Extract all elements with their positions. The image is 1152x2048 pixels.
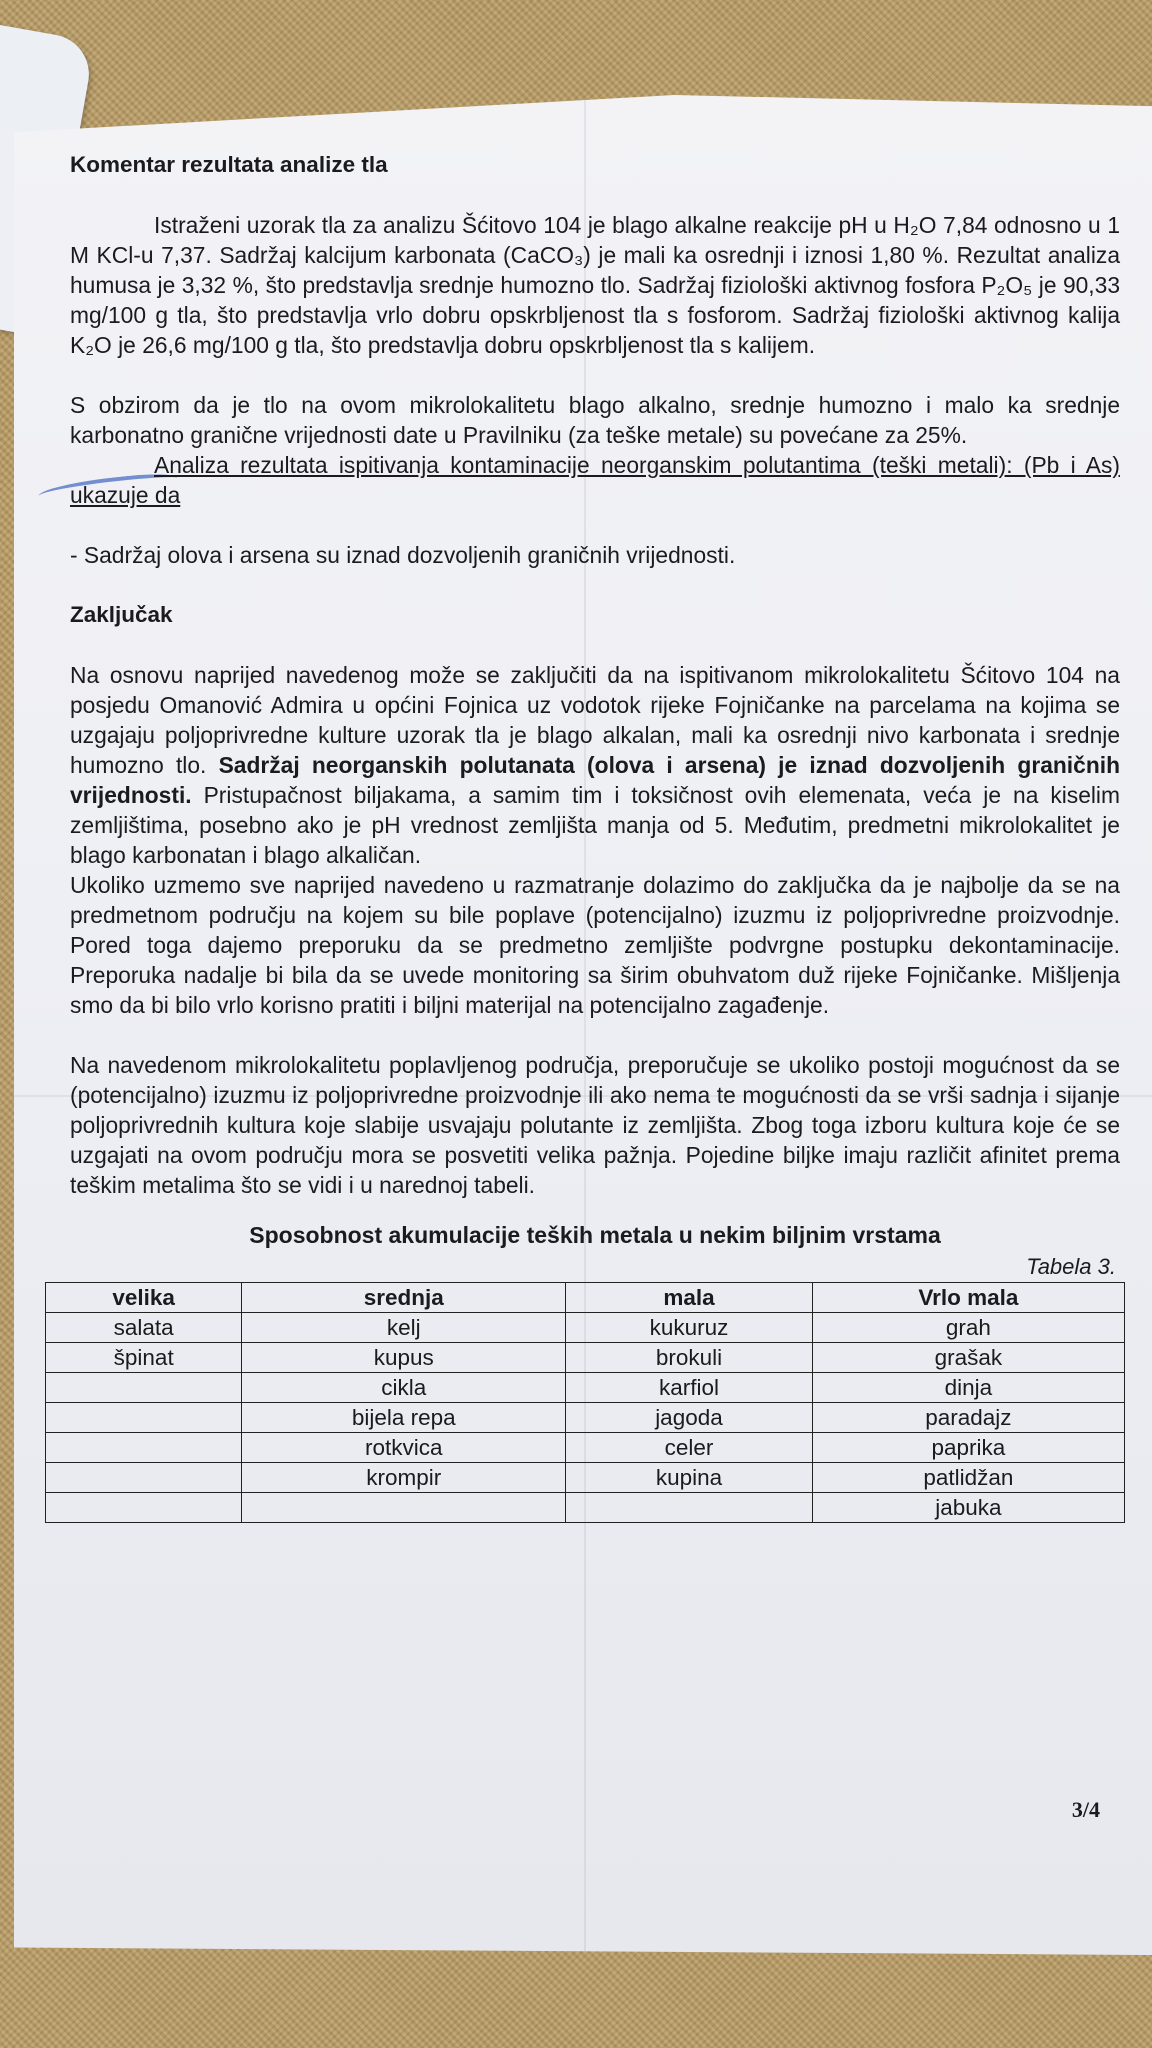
table-cell: paradajz: [812, 1403, 1124, 1433]
paragraph-contamination-analysis: Analiza rezultata ispitivanja kontaminacije neorganskim polutantima (teški metali): (Pb i As) ukazuje da: [70, 452, 1120, 508]
table-row: [46, 1343, 1125, 1373]
section-title-soil-analysis: Komentar rezultata analize tla: [70, 152, 388, 177]
table-title: Sposobnost akumulacije teških metala u nekim biljnim vrstama: [249, 1222, 941, 1248]
table-row: [46, 1373, 1125, 1403]
paragraph-conclusion-3: Na navedenom mikrolokalitetu poplavljenog područja, preporučuje se ukoliko postoji mogućnost da se (potencijalno) izuzmu iz poljoprivredne proizvodnje ili ako nema te mogućnosti da se vrši sadnja i sijanje poljoprivrednih kultura koje slabije usvajaju polutante iz zemljišta. Zbog toga izboru kultura koje će se uzgajati na ovom području mora se posvetiti velika pažnja. Pojedine biljke imaju različit afinitet prema teškim metalima što se vidi i u narednoj tabeli.: [70, 1052, 1120, 1198]
paragraph-limit-values: S obzirom da je tlo na ovom mikrolokalitetu blago alkalno, srednje humozno i malo ka srednje karbonatno granične vrijednosti date u Pravilniku (za teške metale) su povećane za 25%.: [70, 392, 1120, 448]
table-cell: [46, 1463, 242, 1493]
table-cell: [46, 1373, 242, 1403]
table-cell: [566, 1493, 813, 1523]
page-number: 3/4: [1071, 1797, 1100, 1822]
table-cell: jagoda: [566, 1403, 813, 1433]
table-cell: kupus: [242, 1343, 566, 1373]
table-cell: špinat: [46, 1343, 242, 1373]
table-row: [46, 1403, 1125, 1433]
document-content: [70, 150, 1121, 1822]
table-cell: [46, 1493, 242, 1523]
header-vrlo-mala: Vrlo mala: [812, 1283, 1124, 1313]
table-cell: cikla: [242, 1373, 566, 1403]
table-cell: paprika: [812, 1433, 1124, 1463]
table-cell: rotkvica: [242, 1433, 566, 1463]
table-cell: krompir: [242, 1463, 566, 1493]
table-cell: [46, 1433, 242, 1463]
table-cell: karfiol: [566, 1373, 813, 1403]
table-cell: celer: [566, 1433, 813, 1463]
table-cell: grašak: [812, 1343, 1124, 1373]
conclusion-text-end: Pristupačnost biljakama, a samim tim i toksičnost ovih elemenata, veća je na kiselim zemljištima, posebno ako je pH vrednost zemljišta manja od 5. Međutim, predmetni mikrolokalitet je blago karbonatan i blago alkaličan.: [70, 782, 1120, 868]
table-cell: patlidžan: [812, 1463, 1124, 1493]
table-cell: kukuruz: [566, 1313, 813, 1343]
table-row: [46, 1493, 1125, 1523]
paragraph-conclusion-1: [70, 660, 1120, 870]
header-mala: mala: [566, 1283, 813, 1313]
paragraph-conclusion-2: Ukoliko uzmemo sve naprijed navedeno u razmatranje dolazimo do zaključka da je najbolje da se na predmetnom području na kojem su bile poplave (potencijalno) izuzmu iz poljoprivredne proizvodnje. Pored toga dajemo preporuku da se predmetno zemljište podvrgne postupku dekontaminacije. Preporuka nadalje bi bila da se uvede monitoring sa širim obuhvatom duž rijeke Fojničanke. Mišljenja smo da bi bilo vrlo korisno pratiti i biljni materijal na potencijalno zagađenje.: [70, 872, 1120, 1018]
table-row: [46, 1313, 1125, 1343]
table-cell: dinja: [812, 1373, 1124, 1403]
paragraph-lead-arsenic: - Sadržaj olova i arsena su iznad dozvoljenih graničnih vrijednosti.: [70, 542, 736, 568]
conclusion-bold-statement: Sadržaj neorganskih polutanata (olova i arsena) je iznad dozvoljenih graničnih vrijednosti.: [70, 752, 1121, 808]
header-velika: velika: [46, 1283, 242, 1313]
table-cell: jabuka: [812, 1493, 1124, 1523]
header-srednja: srednja: [242, 1283, 566, 1313]
table-cell: kupina: [566, 1463, 813, 1493]
table-row: [46, 1463, 1125, 1493]
table-cell: grah: [812, 1313, 1124, 1343]
table-cell: [242, 1493, 566, 1523]
table-cell: bijela repa: [242, 1403, 566, 1433]
table-cell: kelj: [242, 1313, 566, 1343]
accumulation-table: [45, 1282, 1125, 1523]
table-cell: salata: [46, 1313, 242, 1343]
table-cell: [46, 1403, 242, 1433]
paragraph-soil-results: Istraženi uzorak tla za analizu Šćitovo 104 je blago alkalne reakcije pH u H₂O 7,84 odnosno u 1 M KCl-u 7,37. Sadržaj kalcijum karbonata (CaCO₃) je mali ka osrednji i iznosi 1,80 %. Rezultat analiza humusa je 3,32 %, što predstavlja srednje humozno tlo. Sadržaj fiziološki aktivnog fosfora P₂O₅ je 90,33 mg/100 g tla, što predstavlja vrlo dobru opskrbljenost tla s fosforom. Sadržaj fiziološki aktivnog kalija K₂O je 26,6 mg/100 g tla, što predstavlja dobru opskrbljenost tla s kalijem.: [70, 212, 1120, 358]
table-header-row: [46, 1283, 1125, 1313]
table-cell: brokuli: [566, 1343, 813, 1373]
table-caption: Tabela 3.: [1026, 1254, 1116, 1279]
conclusion-text-start: Na osnovu naprijed navedenog može se zaključiti da na ispitivanom mikrolokalitetu Šćitovo 104 na posjedu Omanović Admira u općini Fojnica uz vodotok rijeke Fojničanke na parcelama na kojima se uzgajaju poljoprivredne kulture uzorak tla je blago alkalan, mali ka osrednji nivo karbonata i srednje humozno tlo.: [70, 662, 1120, 778]
table-row: [46, 1433, 1125, 1463]
section-title-conclusion: Zaključak: [70, 602, 173, 627]
